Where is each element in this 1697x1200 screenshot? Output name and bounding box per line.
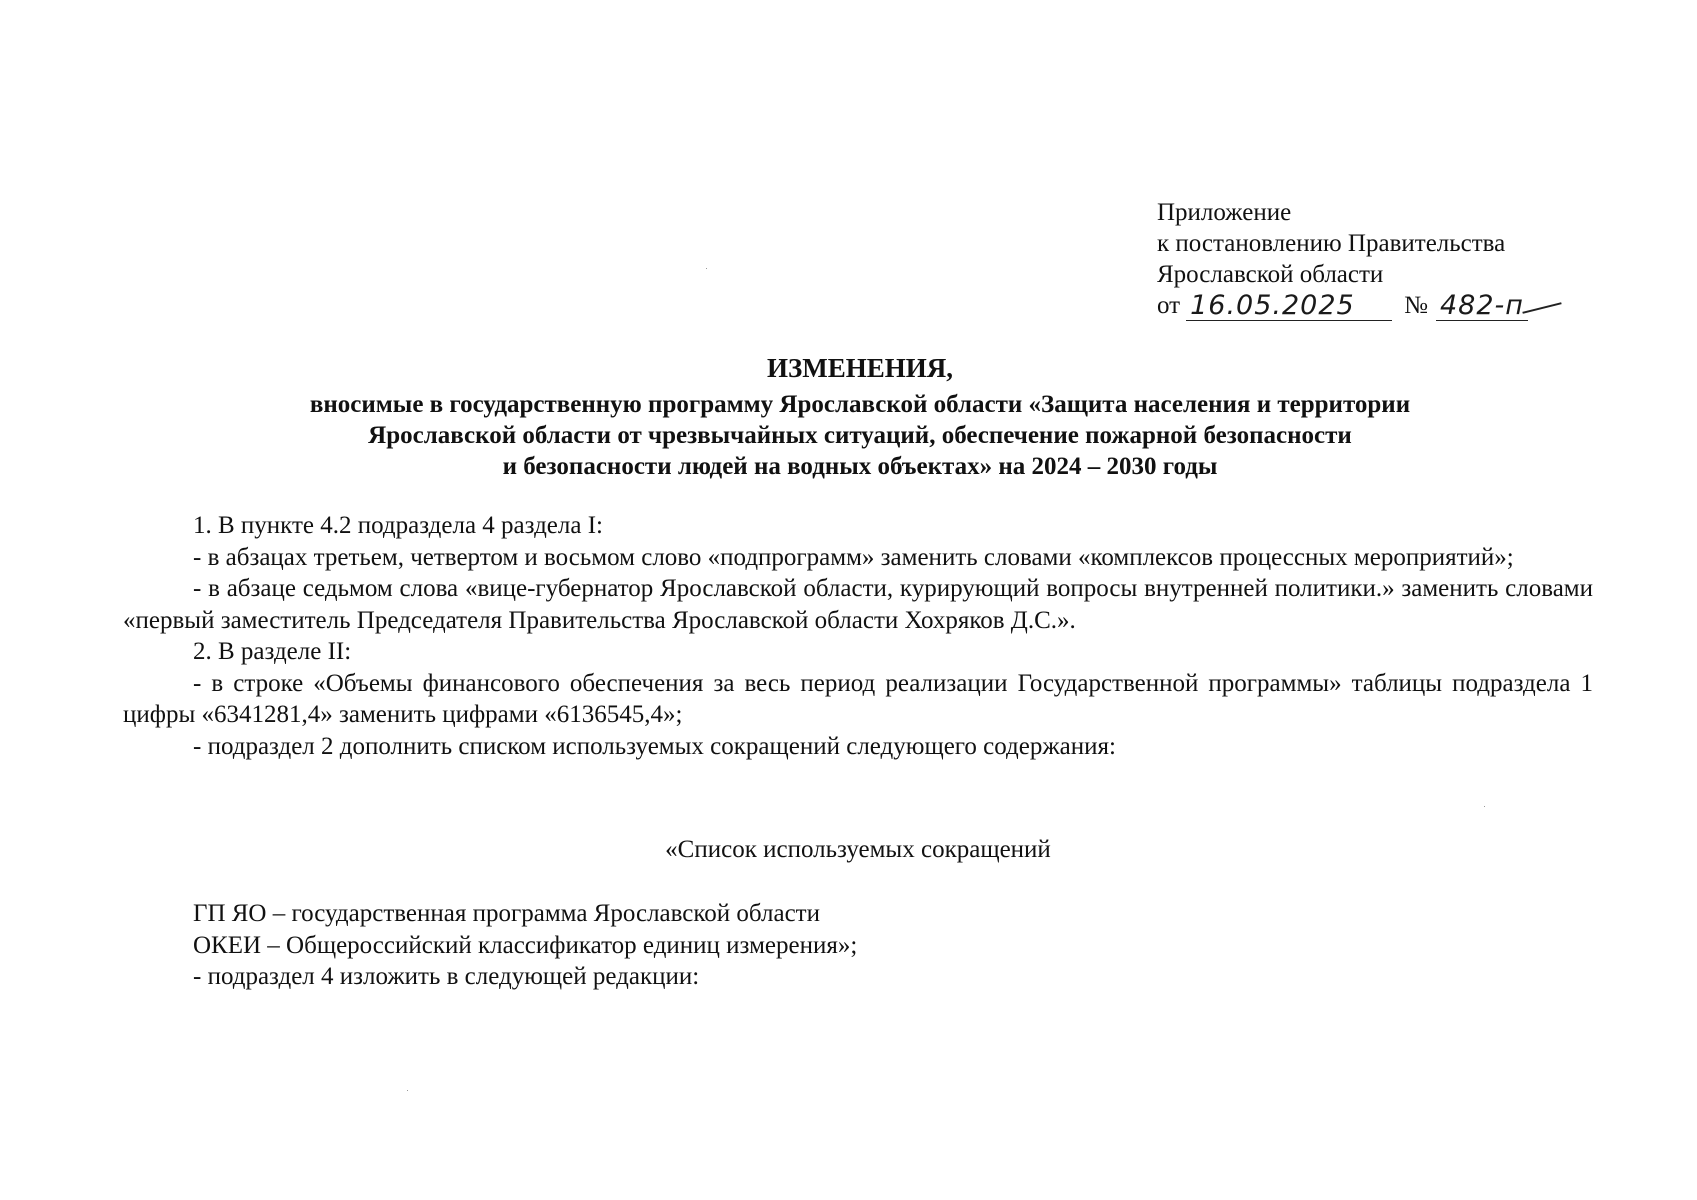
paragraph-2: - в абзацах третьем, четвертом и восьмом слово «подпрограмм» заменить словами «комплексов процессных мероприятий»; (193, 543, 1514, 571)
appendix-block (1157, 197, 1627, 321)
subtitle-line-2: Ярославской области от чрезвычайных ситуаций, обеспечение пожарной безопасности (368, 422, 1352, 449)
document-title: ИЗМЕНЕНИЯ, (766, 353, 953, 383)
handwritten-number: 482-п (1436, 292, 1528, 321)
document-body (123, 510, 1593, 762)
appendix-line-1: Приложение (1157, 199, 1292, 226)
handwriting-stroke (1522, 302, 1561, 314)
abbreviations-followup: - подраздел 4 изложить в следующей редакции: (193, 963, 700, 990)
scan-speck (1484, 806, 1485, 807)
abbreviations-list (193, 898, 857, 993)
from-label: от (1157, 292, 1181, 319)
number-sign: № (1404, 292, 1428, 319)
abbreviation-item-2: ОКЕИ – Общероссийский классификатор единиц измерения»; (193, 931, 858, 959)
scan-speck (706, 268, 707, 269)
document-subtitle (150, 389, 1570, 482)
paragraph-4: 2. В разделе II: (193, 638, 352, 665)
subtitle-line-3: и безопасности людей на водных объектах» на 2024 – 2030 годы (502, 453, 1218, 480)
scan-speck (407, 1090, 408, 1091)
paragraph-3: - в абзаце седьмом слова «вице-губернатор Ярославской области, курирующий вопросы внутренней политики.» заменить словами «первый заместитель Председателя Правительства Ярославской области Хохряков Д.С.». (123, 575, 1593, 634)
appendix-date-number-row (1157, 290, 1627, 321)
paragraph-6: - подраздел 2 дополнить списком используемых сокращений следующего содержания: (193, 732, 1116, 760)
paragraph-5: - в строке «Объемы финансового обеспечения за весь период реализации Государственной программы» таблицы подраздела 1 цифры «6341281,4» заменить цифрами «6136545,4»; (123, 669, 1593, 728)
paragraph-1: 1. В пункте 4.2 подраздела 4 раздела I: (193, 512, 603, 539)
appendix-line-3: Ярославской области (1157, 261, 1384, 288)
appendix-line-2: к постановлению Правительства (1157, 230, 1506, 257)
handwritten-date: 16.05.2025 (1186, 292, 1392, 321)
subtitle-line-1: вносимые в государственную программу Ярославской области «Защита населения и территории (309, 391, 1411, 418)
abbreviations-title: «Список используемых сокращений (665, 836, 1051, 863)
abbreviation-item-1: ГП ЯО – государственная программа Ярославской области (193, 900, 820, 927)
